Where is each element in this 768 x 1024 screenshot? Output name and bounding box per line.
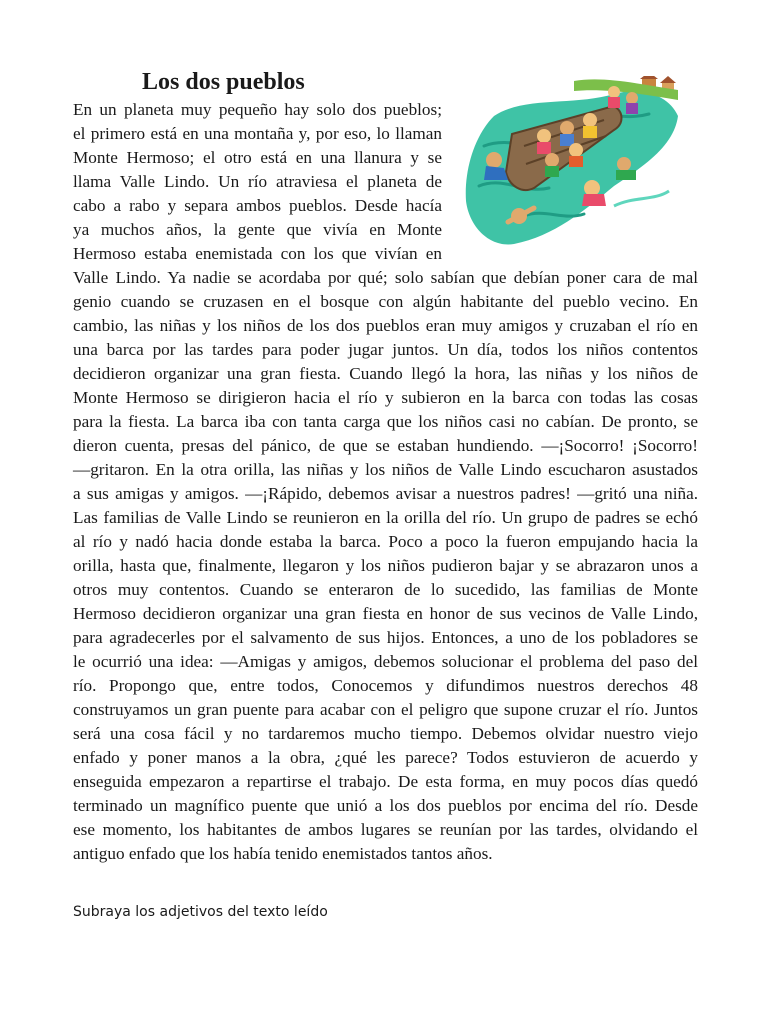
text-line: Valle Lindo. Ya nadie se acordaba por qué; solo sabían que debían poner cara de mal bbox=[73, 268, 698, 287]
text-line: río. Propongo que, entre todos, Conocemos y difundimos nuestros derechos 48 bbox=[73, 676, 698, 695]
text-line: enfado y poner manos a la obra, ¿qué les parece? Todos estuvieron de acuerdo y bbox=[73, 748, 698, 767]
text-line: para agradecerles por el salvamento de sus hijos. Entonces, a uno de los pobladores se bbox=[73, 628, 698, 647]
text-line: llama Valle Lindo. Un río atraviesa el planeta de bbox=[73, 172, 442, 191]
exercise-instruction: Subraya los adjetivos del texto leído bbox=[73, 904, 328, 920]
text-line: será una cosa fácil y no tardaremos mucho tiempo. Debemos olvidar nuestro viejo bbox=[73, 724, 698, 743]
text-line: decidieron organizar una gran fiesta. Cuando llegó la hora, las niñas y los niños de bbox=[73, 364, 698, 383]
page-title: Los dos pueblos bbox=[142, 69, 305, 95]
text-line: dieron cuenta, presas del pánico, de que se estaban hundiendo. —¡Socorro! ¡Socorro! bbox=[73, 436, 698, 455]
text-line: —gritaron. En la otra orilla, las niñas y los niños de Valle Lindo escucharon asustados bbox=[73, 460, 698, 479]
text-line: ese momento, los habitantes de ambos lugares se reunían por las tardes, olvidando el bbox=[73, 820, 698, 839]
text-line: una barca por las tardes para poder jugar juntos. Un día, todos los niños contentos bbox=[73, 340, 698, 359]
text-line: genio cuando se cruzasen en el bosque con algún habitante del pueblo vecino. En bbox=[73, 292, 698, 311]
text-line: cambio, las niñas y los niños de los dos pueblos eran muy amigos y cruzaban el río en bbox=[73, 316, 698, 335]
text-line: antiguo enfado que los había tenido enemistados tantos años. bbox=[73, 844, 493, 863]
text-line: cabo a rabo y separa ambos pueblos. Desde hacía bbox=[73, 196, 442, 215]
text-line: Hermoso estaba enemistada con los que vivían en bbox=[73, 244, 442, 263]
text-line: para la fiesta. La barca iba con tanta carga que los niños casi no cabían. De pronto, se bbox=[73, 412, 698, 431]
text-line: terminado un magnífico puente que unió a los dos pueblos por encima del río. Desde bbox=[73, 796, 698, 815]
text-line: orilla, hasta que, finalmente, llegaron y los niños pudieron bajar y se abrazaron unos a bbox=[73, 556, 698, 575]
text-line: al río y nadó hacia donde estaba la barca. Poco a poco la fueron empujando hacia la bbox=[73, 532, 698, 551]
river-boat-illustration bbox=[464, 76, 682, 248]
text-line: a sus amigas y amigos. —¡Rápido, debemos avisar a nuestros padres! —gritó una niña. bbox=[73, 484, 698, 503]
text-line: Monte Hermoso; el otro está en una llanura y se bbox=[73, 148, 442, 167]
text-line: el primero está en una montaña y, por eso, lo llaman bbox=[73, 124, 442, 143]
text-line: otros muy contentos. Cuando se enteraron de lo sucedido, las familias de Monte bbox=[73, 580, 698, 599]
text-line: ya muchos años, la gente que vivía en Monte bbox=[73, 220, 442, 239]
text-line: Hermoso decidieron organizar una gran fiesta en honor de sus vecinos de Valle Lindo, bbox=[73, 604, 698, 623]
text-line: Monte Hermoso se dirigieron hacia el río y subieron en la barca con todas las cosas bbox=[73, 388, 698, 407]
text-line: En un planeta muy pequeño hay solo dos pueblos; bbox=[73, 100, 442, 119]
text-line: construyamos un gran puente para acabar con el peligro que supone cruzar el río. Juntos bbox=[73, 700, 698, 719]
text-line: enseguida empezaron a repartirse el trabajo. De esta forma, en muy pocos días quedó bbox=[73, 772, 698, 791]
text-line: Las familias de Valle Lindo se reunieron en la orilla del río. Un grupo de padres se echó bbox=[73, 508, 698, 527]
text-line: le ocurrió una idea: —Amigas y amigos, debemos solucionar el problema del paso del bbox=[73, 652, 698, 671]
